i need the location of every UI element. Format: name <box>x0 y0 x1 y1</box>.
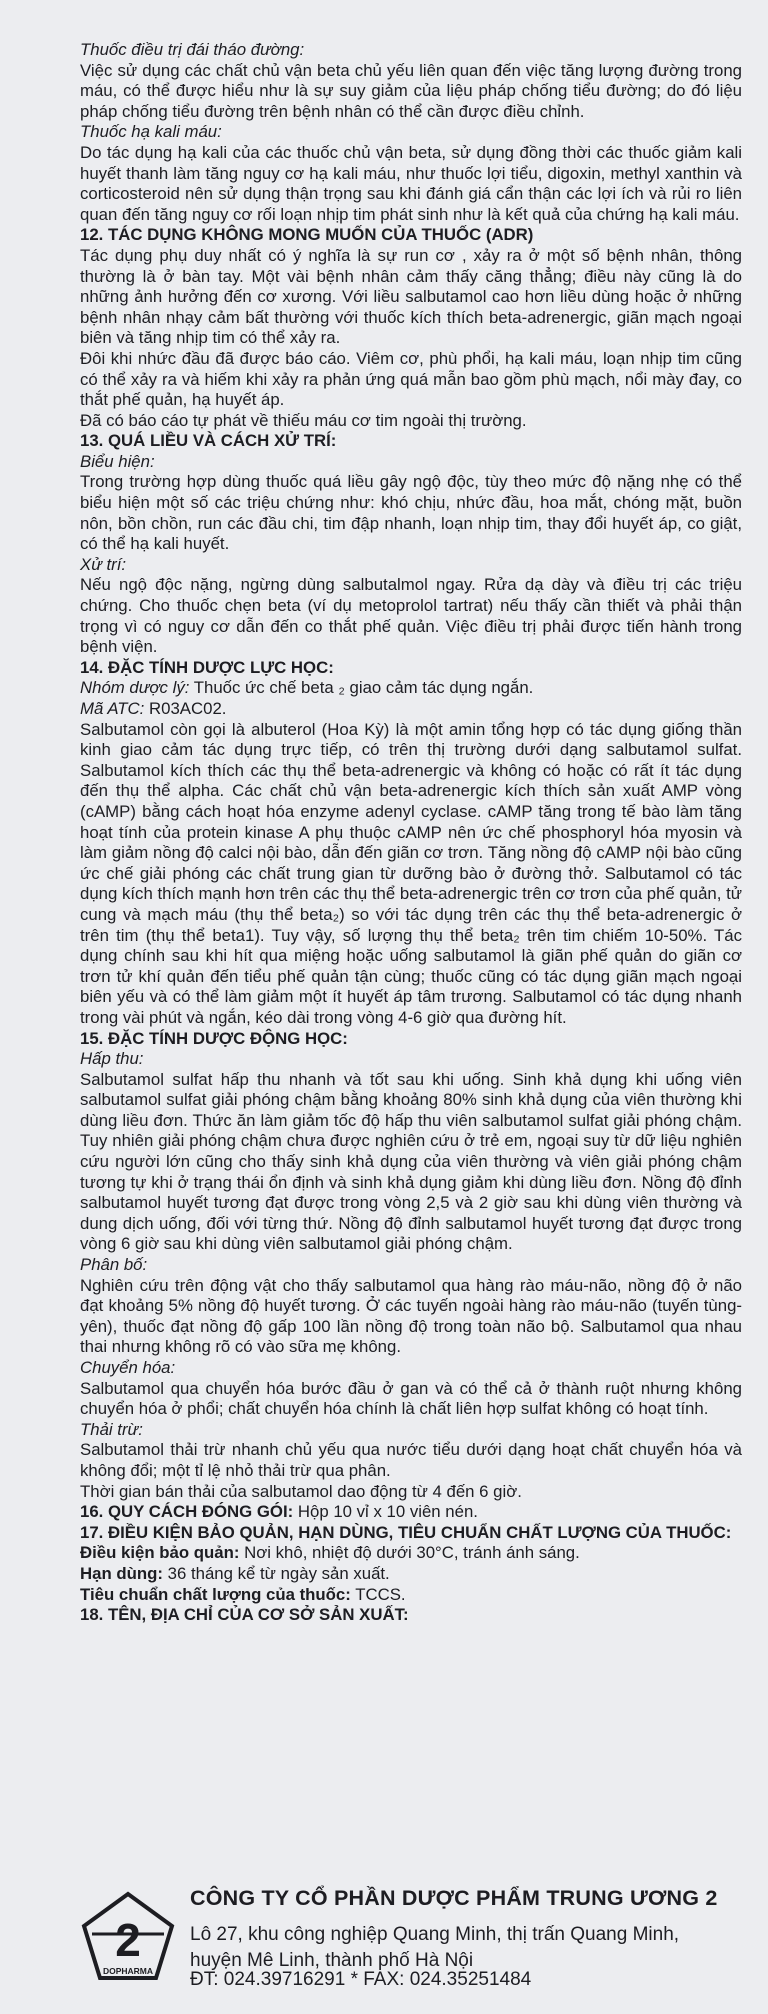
standard-line <box>80 1585 742 1606</box>
heading-packaging: 16. QUY CÁCH ĐÓNG GÓI: <box>80 1502 294 1522</box>
paragraph-adr-1: Tác dụng phụ duy nhất có ý nghĩa là sự run cơ , xảy ra ở một số bệnh nhân, thông thường là ở bàn tay. Một vài bệnh nhân cảm thấy căng thẳng; điều này cũng là do những ảnh hưởng đến cơ xương. Với liều salbutamol cao hơn liều dùng hoặc ở những bệnh nhân nhạy cảm bất thường với thuốc kích thích beta-adrenergic, giãn mạch ngoại biên và tăng nhịp tim có thể xảy ra. <box>80 245 742 348</box>
heading-pharmacodynamics: 14. ĐẶC TÍNH DƯỢC LỰC HỌC: <box>80 657 334 677</box>
storage-value: Nơi khô, nhiệt độ dưới 30°C, tránh ánh sáng. <box>244 1543 580 1563</box>
paragraph-elimination: Salbutamol thải trừ nhanh chủ yếu qua nước tiểu dưới dạng hoạt chất chuyển hóa và không đổi; một tỉ lệ nhỏ thải trừ qua phân. <box>80 1440 742 1480</box>
manufacturer-footer <box>80 1882 750 1992</box>
subheading-antidiabetic: Thuốc điều trị đái tháo đường: <box>80 40 305 59</box>
expiry-label: Hạn dùng: <box>80 1563 163 1583</box>
paragraph-halflife: Thời gian bán thải của salbutamol dao động từ 4 đến 6 giờ. <box>80 1481 522 1501</box>
storage-label: Điều kiện bảo quản: <box>80 1543 240 1563</box>
subheading-absorption: Hấp thu: <box>80 1049 144 1069</box>
paragraph-distribution: Nghiên cứu trên động vật cho thấy salbutamol qua hàng rào máu-não, nồng độ ở não đạt khoảng 5% nồng độ huyết tương. Ở các tuyến ngoài hàng rào máu-não (tuyến tùng-yên), thuốc đạt nồng độ gấp 100 lần nồng độ trong toàn não bộ. Salbutamol qua nhau thai nhưng không rõ có vào sữa mẹ không. <box>80 1275 742 1357</box>
heading-adr: 12. TÁC DỤNG KHÔNG MONG MUỐN CỦA THUỐC (ADR) <box>80 225 534 245</box>
paragraph-treatment: Nếu ngộ độc nặng, ngừng dùng salbutalmol ngay. Rửa dạ dày và điều trị các triệu chứng. Cho thuốc chẹn beta (ví dụ metoprolol tartrat) nếu thấy cần thiết và phải thận trọng vì có nguy cơ dẫn đến co thắt phế quản. Việc điều trị phải được tiến hành trong bệnh viện. <box>80 575 742 657</box>
packaging-line <box>80 1502 742 1523</box>
paragraph-antidiabetic: Việc sử dụng các chất chủ vận beta chủ yếu liên quan đến việc tăng lượng đường trong máu, có thể được hiểu như là sự suy giảm của liệu pháp chống tiểu đường; do đó liệu pháp chống tiểu đường trên bệnh nhân có thể cần được điều chỉnh. <box>80 60 742 121</box>
logo-wordmark: DOPHARMA <box>102 1966 154 1976</box>
paragraph-hypokalemia: Do tác dụng hạ kali của các thuốc chủ vận beta, sử dụng đồng thời các thuốc giảm kali huyết thanh làm tăng nguy cơ hạ kali máu, như thuốc lợi tiểu, digoxin, methyl xanthin và corticosteroid nên sử dụng thận trọng sau khi đánh giá cẩn thận các lợi ích và rủi ro liên quan đến tăng nguy cơ rối loạn nhịp tim phát sinh như là kết quả của chứng hạ kali máu. <box>80 142 742 224</box>
atc-value: R03AC02. <box>149 699 227 718</box>
subheading-treatment: Xử trí: <box>80 554 127 574</box>
paragraph-pharmacodynamics: Salbutamol còn gọi là albuterol (Hoa Kỳ) là một amin tổng hợp có tác dụng giống thần kinh giao cảm tác dụng trực tiếp, có trên thị trường dưới dạng salbutamol sulfat. Salbutamol kích thích các thụ thể beta-adrenergic và không có hoặc có rất ít tác dụng đến thụ thể alpha. Các chất chủ vận beta-adrenergic kích thích sản xuất AMP vòng (cAMP) bằng cách hoạt hóa enzyme adenyl cyclase. cAMP tăng trong tế bào làm tăng hoạt tính của protein kinase A phụ thuộc cAMP nên ức chế phosphoryl hóa myosin và làm giảm nồng độ calci nội bào, dẫn đến giãn cơ trơn. Tăng nồng độ cAMP nội bào cũng ức chế giải phóng các chất trung gian từ dưỡng bào ở đường thở. Salbutamol có tác dụng kích thích mạnh hơn trên các thụ thể beta-adrenergic trên cơ trơn của phế quản, tử cung và mạch máu (thụ thể beta₂) so với tác dụng trên các thụ thể beta-adrenergic ở trên tim (thụ thể beta1). Tuy vậy, số lượng thụ thể beta₂ trên tim chiếm 10-50%. Tác dụng chính sau khi hít qua miệng hoặc uống salbutamol là giãn phế quản do giãn cơ trơn tử khí quản đến tiểu phế quản tận cùng; thuốc cũng có tác dụng giãn mạch ngoại biên yếu và có thể làm giảm một ít huyết áp tâm trương. Salbutamol có tác dụng nhanh trong vài phút và ngắn, kéo dài trong vòng 4-6 giờ qua đường hít. <box>80 719 742 1027</box>
heading-manufacturer: 18. TÊN, ĐỊA CHỈ CỦA CƠ SỞ SẢN XUẤT: <box>80 1605 409 1625</box>
group-value: Thuốc ức chế beta ₂ giao cảm tác dụng ngắn. <box>193 678 534 698</box>
logo-digit: 2 <box>115 1914 141 1966</box>
subheading-elimination: Thải trừ: <box>80 1419 143 1439</box>
address-line-2: huyện Mê Linh, thành phố Hà Nội <box>190 1950 474 1971</box>
heading-storage: 17. ĐIỀU KIỆN BẢO QUẢN, HẠN DÙNG, TIÊU CHUẨN CHẤT LƯỢNG CỦA THUỐC: <box>80 1522 732 1542</box>
storage-line <box>80 1543 742 1564</box>
paragraph-metabolism: Salbutamol qua chuyển hóa bước đầu ở gan và có thể cả ở thành ruột nhưng không chuyển hóa ở phổi; chất chuyển hóa chính là chất liên hợp sulfat không có hoạt tính. <box>80 1378 742 1419</box>
group-label: Nhóm dược lý: <box>80 678 190 698</box>
atc-code <box>80 699 742 720</box>
company-name: CÔNG TY CỔ PHẦN DƯỢC PHẨM TRUNG ƯƠNG 2 <box>190 1886 718 1910</box>
paragraph-absorption: Salbutamol sulfat hấp thu nhanh và tốt sau khi uống. Sinh khả dụng khi uống viên salbutamol sulfat giải phóng chậm bằng khoảng 80% sinh khả dụng của viên thường khi dùng liều đơn. Thức ăn làm giảm tốc độ hấp thu viên salbutamol sulfat giải phóng chậm. Tuy nhiên giải phóng chậm chưa được nghiên cứu ở trẻ em, ngoại suy từ dữ liệu nghiên cứu người lớn cũng cho thấy sinh khả dụng của viên thường và viên giải phóng chậm tương tự khi ở trạng thái ổn định và sinh khả dụng giảm khi dùng liều đơn. Nồng độ đỉnh salbutamol huyết tương đạt được trong vòng 2,5 và 2 giờ sau khi dùng viên thường và dung dịch uống, đối với từng thứ. Nồng độ đỉnh salbutamol huyết tương đạt được trong vòng 6 giờ sau khi dùng viên salbutamol giải phóng chậm. <box>80 1069 742 1254</box>
paragraph-symptoms: Trong trường hợp dùng thuốc quá liều gây ngộ độc, tùy theo mức độ nặng nhẹ có thể biểu hiện một số các triệu chứng như: khó chịu, nhức đầu, hoa mắt, chóng mặt, buồn nôn, bồn chồn, run các đầu chi, tim đập nhanh, loạn nhịp tim, thay đổi huyết áp, co giật, có thể hạ kali huyết. <box>80 472 742 554</box>
expiry-line <box>80 1564 742 1585</box>
standard-value: TCCS. <box>355 1584 406 1604</box>
heading-pharmacokinetics: 15. ĐẶC TÍNH DƯỢC ĐỘNG HỌC: <box>80 1028 348 1048</box>
pharmacologic-group <box>80 678 742 699</box>
dopharma-logo <box>80 1890 176 1986</box>
atc-label: Mã ATC: <box>80 699 145 718</box>
company-address <box>190 1922 750 1974</box>
address-line-1: Lô 27, khu công nghiệp Quang Minh, thị trấn Quang Minh, <box>190 1924 680 1945</box>
packaging-value: Hộp 10 vỉ x 10 viên nén. <box>297 1502 478 1522</box>
heading-overdose: 13. QUÁ LIỀU VÀ CÁCH XỬ TRÍ: <box>80 431 337 451</box>
subheading-hypokalemia: Thuốc hạ kali máu: <box>80 122 222 142</box>
subheading-distribution: Phân bố: <box>80 1255 148 1275</box>
phone-fax: ĐT: 024.39716291 * FAX: 024.35251484 <box>190 1969 532 1990</box>
paragraph-adr-3: Đã có báo cáo tự phát về thiếu máu cơ tim ngoài thị trường. <box>80 410 527 430</box>
subheading-metabolism: Chuyển hóa: <box>80 1358 176 1377</box>
standard-label: Tiêu chuẩn chất lượng của thuốc: <box>80 1584 351 1604</box>
subheading-symptoms: Biểu hiện: <box>80 451 155 471</box>
pentagon-logo-icon <box>80 1890 176 1986</box>
paragraph-adr-2: Đôi khi nhức đầu đã được báo cáo. Viêm cơ, phù phổi, hạ kali máu, loạn nhịp tim cũng có thể xảy ra và hiếm khi xảy ra phản ứng quá mẫn bao gồm phù mạch, nổi mày đay, co thắt phế quản, hạ huyết áp. <box>80 348 742 410</box>
expiry-value: 36 tháng kể từ ngày sản xuất. <box>167 1563 390 1583</box>
